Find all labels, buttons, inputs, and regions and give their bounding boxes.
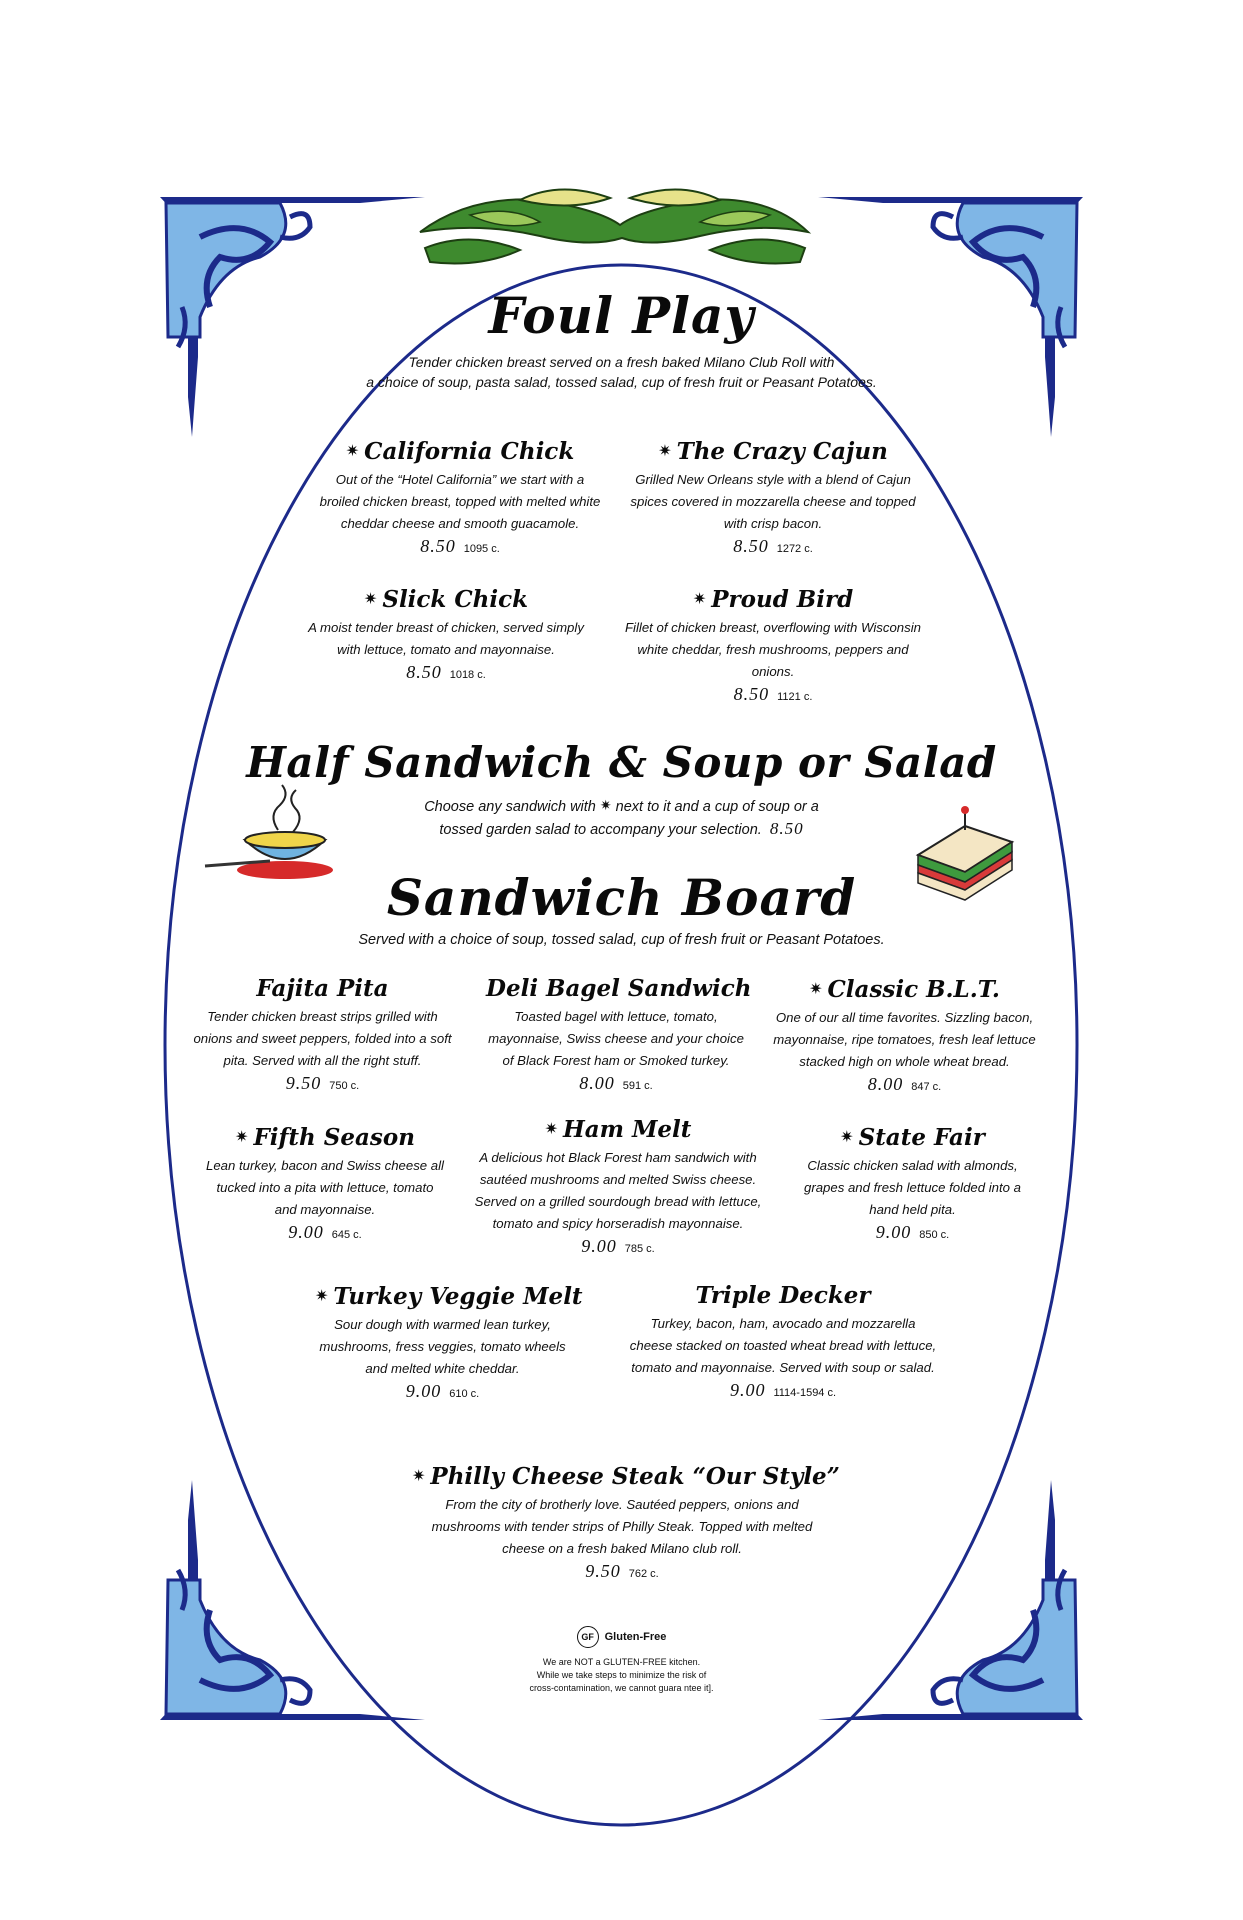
item-description: Toasted bagel with lettuce, tomato, mayonnaise, Swiss cheese and your choice of Black Forest ham or Smoked turkey. [488, 1009, 744, 1068]
item-calories: 1272 c. [776, 543, 813, 555]
item-description: Out of the “Hotel California” we start with a broiled chicken breast, topped with melted white cheddar cheese and smooth guacamole. [319, 472, 601, 531]
item-calories: 785 c. [624, 1243, 655, 1255]
star-icon: ✷ [412, 1466, 426, 1485]
menu-item-turkey-veggie-melt [315, 1281, 583, 1405]
intro-text: next to it and a cup of soup or a [615, 799, 819, 815]
menu-item-deli-bagel-sandwich [486, 974, 752, 1097]
item-calories: 591 c. [622, 1080, 653, 1092]
item-price: 9.00 [581, 1236, 617, 1256]
item-name: Ham Melt [562, 1116, 692, 1143]
item-name: Proud Bird [711, 586, 854, 613]
menu-item-state-fair [800, 1122, 1025, 1246]
item-calories: 750 c. [329, 1080, 360, 1092]
section-intro-sandwich-board: Served with a choice of soup, tossed salad, cup of fresh fruit or Peasant Potatoes. [358, 932, 885, 948]
star-icon: ✷ [840, 1127, 854, 1146]
star-icon: ✷ [363, 589, 378, 608]
item-description: Sour dough with warmed lean turkey, mushrooms, fress veggies, tomato wheels and melted white cheddar. [319, 1317, 566, 1376]
item-name: Classic B.L.T. [827, 976, 1000, 1003]
intro-text: Choose any sandwich with [424, 799, 596, 815]
item-price: 9.00 [288, 1222, 324, 1242]
leaf-garland-icon [420, 189, 808, 263]
star-icon: ✷ [345, 441, 360, 460]
item-description: From the city of brotherly love. Sautéed peppers, onions and mushrooms with tender strips of Philly Steak. Topped with melted cheese on a fresh baked Milano club roll. [431, 1497, 813, 1556]
menu-item-philly-cheese-steak [412, 1461, 840, 1585]
item-description: Turkey, bacon, ham, avocado and mozzarella cheese stacked on toasted wheat bread with lettuce, tomato and mayonnaise. Served with soup or salad. [629, 1316, 937, 1375]
item-price: 9.50 [585, 1561, 621, 1581]
section-title-half-sandwich: Half Sandwich & Soup or Salad [246, 738, 997, 787]
star-icon: ✷ [315, 1286, 329, 1305]
item-description: A moist tender breast of chicken, served simply with lettuce, tomato and mayonnaise. [308, 620, 584, 657]
intro-line: Tender chicken breast served on a fresh baked Milano Club Roll with [408, 354, 835, 370]
item-description: Grilled New Orleans style with a blend of Cajun spices covered in mozzarella cheese and topped with crisp bacon. [630, 472, 916, 531]
item-name: Slick Chick [382, 586, 529, 613]
item-calories: 847 c. [911, 1081, 942, 1093]
menu-item-fifth-season [205, 1122, 445, 1246]
item-name: Turkey Veggie Melt [333, 1283, 583, 1310]
menu-item-california-chick [315, 436, 605, 560]
item-price: 8.50 [406, 662, 442, 682]
item-price: 8.50 [733, 684, 770, 704]
item-name: California Chick [364, 438, 575, 465]
item-description: Fillet of chicken breast, overflowing with Wisconsin white cheddar, fresh mushrooms, peppers and onions. [625, 620, 921, 679]
menu-item-slick-chick [296, 584, 596, 686]
item-description: Classic chicken salad with almonds, grapes and fresh lettuce folded into a hand held pita. [803, 1158, 1021, 1217]
gluten-free-label: Gluten-Free [604, 1631, 667, 1643]
item-name: Triple Decker [695, 1282, 871, 1309]
star-icon: ✷ [809, 979, 823, 998]
star-icon: ✷ [658, 441, 672, 460]
item-calories: 1095 c. [463, 543, 500, 555]
star-icon: ✷ [235, 1127, 249, 1146]
item-price: 8.00 [579, 1073, 615, 1093]
intro-text: tossed garden salad to accompany your selection. [439, 822, 762, 838]
item-calories: 645 c. [331, 1229, 362, 1241]
item-calories: 610 c. [449, 1388, 480, 1400]
gluten-free-badge-icon: GF [577, 1626, 599, 1648]
section-title-foul-play: Foul Play [488, 286, 755, 345]
item-description: A delicious hot Black Forest ham sandwich with sautéed mushrooms and melted Swiss cheese. Served on a grilled sourdough bread with lettuce, tomato and spicy horseradish mayonnaise. [474, 1150, 762, 1231]
intro-line: a choice of soup, pasta salad, tossed salad, cup of fresh fruit or Peasant Potatoes. [366, 374, 877, 390]
item-name: Philly Cheese Steak “Our Style” [430, 1463, 840, 1490]
gluten-free-legend [0, 1626, 1243, 1648]
item-price: 8.00 [867, 1074, 904, 1094]
star-icon: ✷ [599, 798, 612, 814]
section-title-sandwich-board: Sandwich Board [386, 868, 857, 927]
item-price: 8.50 [420, 536, 456, 556]
item-price: 9.00 [729, 1380, 766, 1400]
item-calories: 1114-1594 c. [773, 1387, 837, 1399]
menu-item-fajita-pita [190, 974, 455, 1097]
item-description: One of our all time favorites. Sizzling bacon, mayonnaise, ripe tomatoes, fresh leaf lettuce stacked high on whole wheat bread. [773, 1010, 1036, 1069]
item-name: The Crazy Cajun [676, 438, 888, 465]
menu-item-crazy-cajun [628, 436, 918, 560]
item-price: 8.50 [733, 536, 769, 556]
section-intro-foul-play [0, 352, 1243, 392]
item-calories: 1018 c. [449, 669, 486, 681]
item-price: 9.00 [875, 1222, 912, 1242]
menu-item-ham-melt [472, 1114, 764, 1260]
item-price: 9.50 [285, 1073, 322, 1093]
item-name: Deli Bagel Sandwich [486, 975, 752, 1002]
star-icon: ✷ [692, 589, 707, 608]
item-calories: 1121 c. [777, 691, 813, 703]
disclaimer-line: cross-contamination, we cannot guara ntee it]. [529, 1683, 714, 1693]
item-calories: 850 c. [919, 1229, 950, 1241]
item-calories: 762 c. [628, 1568, 659, 1580]
item-name: Fifth Season [253, 1124, 415, 1151]
menu-item-triple-decker [628, 1281, 938, 1404]
disclaimer-line: We are NOT a GLUTEN-FREE kitchen. [542, 1657, 701, 1667]
section-intro-half-sandwich [0, 796, 1243, 841]
gluten-free-disclaimer [0, 1656, 1243, 1695]
item-description: Tender chicken breast strips grilled with onions and sweet peppers, folded into a soft pita. Served with all the right stuff. [193, 1009, 452, 1068]
menu-item-classic-blt [772, 974, 1037, 1098]
half-sandwich-price: 8.50 [769, 819, 804, 838]
item-name: State Fair [858, 1124, 985, 1151]
item-price: 9.00 [405, 1381, 442, 1401]
item-name: Fajita Pita [256, 975, 389, 1002]
disclaimer-line: While we take steps to minimize the risk of [536, 1670, 707, 1680]
item-description: Lean turkey, bacon and Swiss cheese all tucked into a pita with lettuce, tomato and mayonnaise. [205, 1158, 444, 1217]
menu-item-proud-bird [618, 584, 928, 708]
star-icon: ✷ [544, 1119, 558, 1138]
